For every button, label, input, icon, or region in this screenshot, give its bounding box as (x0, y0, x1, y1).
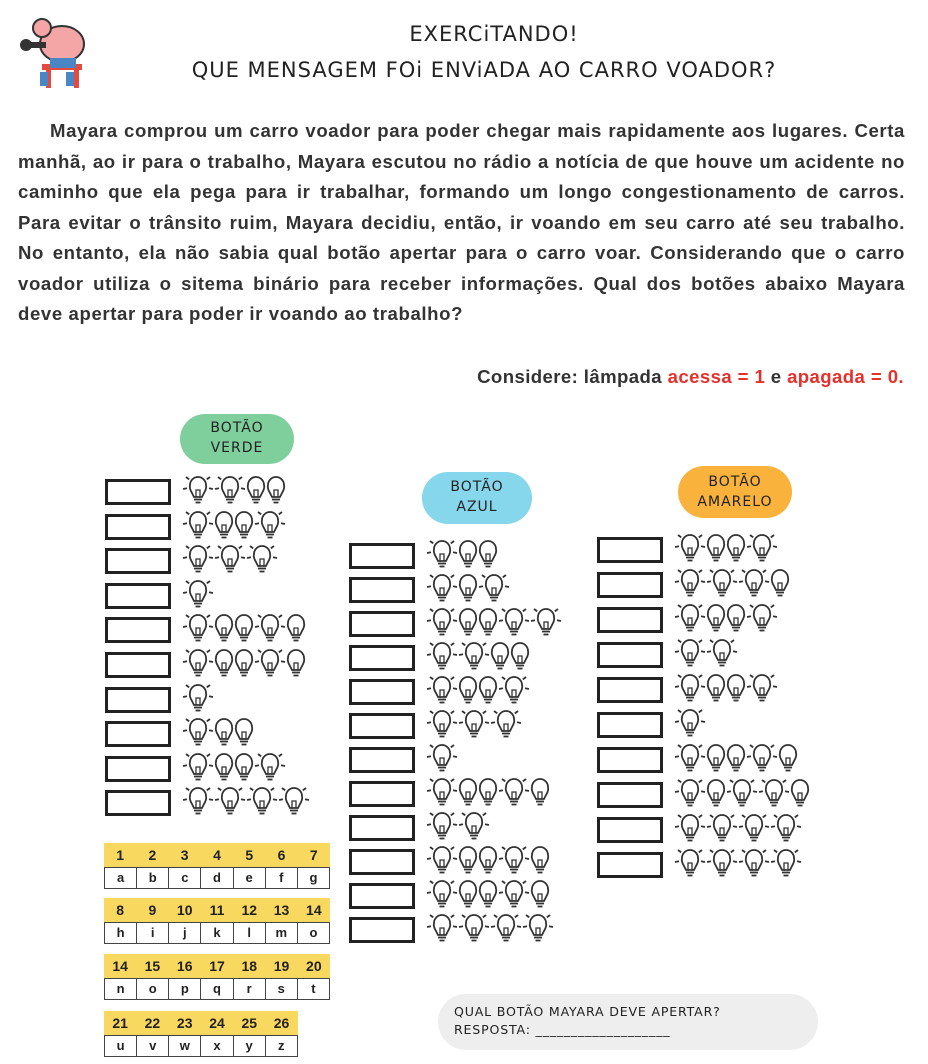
unlit-bulb-icon (214, 614, 234, 644)
lit-bulb-icon (426, 710, 458, 740)
lit-bulb-icon (522, 914, 554, 944)
verde-bulb-row (182, 476, 286, 506)
azul-bulb-row (426, 676, 530, 706)
verde-code-box[interactable] (105, 548, 171, 574)
lit-bulb-icon (770, 814, 802, 844)
unlit-bulb-icon (530, 846, 550, 876)
verde-code-box[interactable] (105, 790, 171, 816)
lit-bulb-icon (182, 476, 214, 506)
lit-bulb-icon (254, 511, 286, 541)
lit-bulb-icon (478, 574, 510, 604)
verde-code-box[interactable] (105, 652, 171, 678)
lit-bulb-icon (706, 849, 738, 879)
lit-bulb-icon (426, 812, 458, 842)
alphabet-letter: m (266, 922, 298, 944)
azul-bulb-row (426, 608, 562, 638)
lit-bulb-icon (490, 710, 522, 740)
unlit-bulb-icon (234, 614, 254, 644)
lit-bulb-icon (182, 545, 214, 575)
alphabet-number: 11 (201, 898, 233, 922)
azul-bulb-row (426, 812, 490, 842)
unlit-bulb-icon (530, 778, 550, 808)
lit-bulb-icon (426, 608, 458, 638)
unlit-bulb-icon (214, 718, 234, 748)
alphabet-number: 3 (169, 843, 201, 867)
lit-bulb-icon (214, 476, 246, 506)
amarelo-code-box[interactable] (597, 852, 663, 878)
unlit-bulb-icon (490, 642, 510, 672)
verde-bulb-row (182, 684, 214, 714)
lit-bulb-icon (182, 787, 214, 817)
amarelo-bulb-row (674, 779, 810, 809)
lit-bulb-icon (674, 534, 706, 564)
alphabet-number: 12 (233, 898, 265, 922)
amarelo-bulb-row (674, 814, 802, 844)
lit-bulb-icon (706, 814, 738, 844)
amarelo-code-box[interactable] (597, 607, 663, 633)
lit-bulb-icon (254, 753, 286, 783)
lit-bulb-icon (458, 642, 490, 672)
lit-bulb-icon (426, 540, 458, 570)
unlit-bulb-icon (234, 649, 254, 679)
lit-bulb-icon (706, 569, 738, 599)
unlit-bulb-icon (478, 846, 498, 876)
alphabet-number: 4 (201, 843, 233, 867)
alphabet-letter: n (104, 978, 137, 1000)
verde-bulb-row (182, 580, 214, 610)
azul-code-box[interactable] (349, 747, 415, 773)
unlit-bulb-icon (458, 778, 478, 808)
unlit-bulb-icon (234, 753, 254, 783)
lit-bulb-icon (490, 914, 522, 944)
alphabet-letter: f (266, 867, 298, 889)
unlit-bulb-icon (458, 846, 478, 876)
consider-note (477, 366, 904, 388)
lit-bulb-icon (726, 779, 758, 809)
unlit-bulb-icon (778, 744, 798, 774)
alphabet-number: 17 (201, 954, 233, 978)
amarelo-bulb-row (674, 744, 798, 774)
lit-bulb-icon (426, 778, 458, 808)
unlit-bulb-icon (458, 608, 478, 638)
alphabet-letter: c (169, 867, 201, 889)
alphabet-number: 25 (233, 1011, 265, 1035)
lit-bulb-icon (214, 545, 246, 575)
lit-bulb-icon (254, 649, 286, 679)
alphabet-letter: z (266, 1035, 298, 1057)
answer-response[interactable]: RESPOSTA: ___________________ (454, 1022, 671, 1037)
consider-on: acessa = 1 (667, 366, 766, 387)
alphabet-block (104, 1011, 298, 1057)
lit-bulb-icon (182, 684, 214, 714)
lit-bulb-icon (498, 880, 530, 910)
unlit-bulb-icon (706, 744, 726, 774)
lit-bulb-icon (182, 753, 214, 783)
yellow-button-line2: AMARELO (697, 494, 773, 510)
blue-button-line2: AZUL (456, 499, 498, 515)
lit-bulb-icon (674, 709, 706, 739)
answer-box[interactable] (438, 994, 818, 1050)
answer-question: QUAL BOTÃO MAYARA DEVE APERTAR? (454, 1004, 721, 1019)
alphabet-letter: q (201, 978, 233, 1000)
alphabet-number: 6 (265, 843, 297, 867)
lit-bulb-icon (182, 511, 214, 541)
lit-bulb-icon (458, 710, 490, 740)
lit-bulb-icon (498, 846, 530, 876)
amarelo-bulb-row (674, 709, 706, 739)
unlit-bulb-icon (458, 540, 478, 570)
verde-code-box[interactable] (105, 721, 171, 747)
alphabet-letter: t (298, 978, 330, 1000)
azul-code-box[interactable] (349, 679, 415, 705)
verde-code-box[interactable] (105, 514, 171, 540)
lit-bulb-icon (738, 814, 770, 844)
verde-bulb-row (182, 614, 306, 644)
alphabet-letter: y (234, 1035, 266, 1057)
unlit-bulb-icon (214, 753, 234, 783)
unlit-bulb-icon (530, 880, 550, 910)
azul-code-box[interactable] (349, 645, 415, 671)
alphabet-number: 22 (136, 1011, 168, 1035)
amarelo-code-box[interactable] (597, 817, 663, 843)
lit-bulb-icon (182, 718, 214, 748)
lit-bulb-icon (278, 787, 310, 817)
alphabet-number: 8 (104, 898, 136, 922)
problem-paragraph: Mayara comprou um carro voador para poder chegar mais rapidamente aos lugares. Certa manhã, ao ir para o trabalho, Mayara escutou no rádio a notícia de que houve um acidente no caminho que ela pega para ir trabalhar, formando um longo congestionamento de carros. Para evitar o trânsito ruim, Mayara decidiu, então, ir voando em seu carro até seu trabalho. No entanto, ela não sabia qual botão apertar para o carro voar. Considerando que o carro voador utiliza o sitema binário para receber informações. Qual dos botões abaixo Mayara deve apertar para poder ir voando ao trabalho? (18, 120, 905, 324)
unlit-bulb-icon (478, 540, 498, 570)
amarelo-code-box[interactable] (597, 677, 663, 703)
azul-bulb-row (426, 540, 498, 570)
unlit-bulb-icon (458, 676, 478, 706)
lit-bulb-icon (674, 639, 706, 669)
lit-bulb-icon (498, 778, 530, 808)
green-button-line2: VERDE (210, 440, 264, 456)
amarelo-bulb-row (674, 534, 778, 564)
amarelo-bulb-row (674, 604, 778, 634)
alphabet-number: 9 (136, 898, 168, 922)
lit-bulb-icon (426, 574, 458, 604)
amarelo-bulb-row (674, 639, 738, 669)
verde-code-box[interactable] (105, 756, 171, 782)
unlit-bulb-icon (478, 608, 498, 638)
lit-bulb-icon (498, 676, 530, 706)
unlit-bulb-icon (706, 604, 726, 634)
lit-bulb-icon (530, 608, 562, 638)
verde-bulb-row (182, 753, 286, 783)
amarelo-code-box[interactable] (597, 712, 663, 738)
alphabet-number: 14 (298, 898, 330, 922)
azul-bulb-row (426, 880, 550, 910)
lit-bulb-icon (746, 674, 778, 704)
alphabet-letter: d (201, 867, 233, 889)
lit-bulb-icon (674, 674, 706, 704)
lit-bulb-icon (182, 614, 214, 644)
lit-bulb-icon (182, 580, 214, 610)
alphabet-number: 23 (169, 1011, 201, 1035)
verde-code-box[interactable] (105, 687, 171, 713)
unlit-bulb-icon (286, 649, 306, 679)
lit-bulb-icon (426, 880, 458, 910)
alphabet-number: 24 (201, 1011, 233, 1035)
lit-bulb-icon (674, 604, 706, 634)
alphabet-letter: i (137, 922, 169, 944)
alphabet-letter: u (104, 1035, 137, 1057)
unlit-bulb-icon (726, 534, 746, 564)
alphabet-letter: o (137, 978, 169, 1000)
lit-bulb-icon (746, 534, 778, 564)
yellow-button-line1: BOTÃO (708, 474, 762, 490)
unlit-bulb-icon (726, 674, 746, 704)
azul-code-box[interactable] (349, 611, 415, 637)
alphabet-letter: v (137, 1035, 169, 1057)
problem-text (18, 116, 905, 330)
alphabet-number: 21 (104, 1011, 136, 1035)
unlit-bulb-icon (458, 574, 478, 604)
alphabet-number: 20 (298, 954, 330, 978)
lit-bulb-icon (770, 849, 802, 879)
alphabet-number: 13 (265, 898, 297, 922)
lit-bulb-icon (426, 744, 458, 774)
yellow-button-label[interactable] (678, 466, 792, 518)
lit-bulb-icon (738, 569, 770, 599)
lit-bulb-icon (674, 779, 706, 809)
unlit-bulb-icon (706, 534, 726, 564)
alphabet-number: 16 (169, 954, 201, 978)
alphabet-number: 26 (265, 1011, 297, 1035)
alphabet-number: 10 (169, 898, 201, 922)
amarelo-bulb-row (674, 569, 790, 599)
azul-code-box[interactable] (349, 543, 415, 569)
blue-button-line1: BOTÃO (450, 479, 504, 495)
lit-bulb-icon (246, 545, 278, 575)
lit-bulb-icon (674, 814, 706, 844)
alphabet-number: 18 (233, 954, 265, 978)
lit-bulb-icon (674, 569, 706, 599)
alphabet-letter: a (104, 867, 137, 889)
alphabet-number: 2 (136, 843, 168, 867)
unlit-bulb-icon (478, 778, 498, 808)
azul-code-box[interactable] (349, 815, 415, 841)
green-button-line1: BOTÃO (210, 420, 264, 436)
blue-button-label[interactable] (422, 472, 532, 524)
amarelo-code-box[interactable] (597, 642, 663, 668)
lit-bulb-icon (214, 787, 246, 817)
lit-bulb-icon (426, 914, 458, 944)
verde-bulb-row (182, 545, 278, 575)
lit-bulb-icon (746, 744, 778, 774)
azul-bulb-row (426, 846, 550, 876)
unlit-bulb-icon (478, 676, 498, 706)
alphabet-letter: w (169, 1035, 201, 1057)
verde-code-box[interactable] (105, 583, 171, 609)
amarelo-bulb-row (674, 674, 778, 704)
lit-bulb-icon (182, 649, 214, 679)
lit-bulb-icon (426, 846, 458, 876)
alphabet-number: 1 (104, 843, 136, 867)
lit-bulb-icon (246, 787, 278, 817)
alphabet-letter: p (169, 978, 201, 1000)
amarelo-code-box[interactable] (597, 572, 663, 598)
verde-code-box[interactable] (105, 479, 171, 505)
unlit-bulb-icon (266, 476, 286, 506)
unlit-bulb-icon (246, 476, 266, 506)
lit-bulb-icon (254, 614, 286, 644)
alphabet-letter: x (201, 1035, 233, 1057)
amarelo-bulb-row (674, 849, 802, 879)
verde-bulb-row (182, 718, 254, 748)
lit-bulb-icon (738, 849, 770, 879)
lit-bulb-icon (458, 812, 490, 842)
alphabet-letter: s (266, 978, 298, 1000)
azul-code-box[interactable] (349, 781, 415, 807)
unlit-bulb-icon (234, 511, 254, 541)
lit-bulb-icon (426, 642, 458, 672)
lit-bulb-icon (746, 604, 778, 634)
verde-bulb-row (182, 511, 286, 541)
alphabet-letter: h (104, 922, 137, 944)
alphabet-letter: l (234, 922, 266, 944)
consider-prefix: Considere: lâmpada (477, 366, 668, 387)
unlit-bulb-icon (706, 674, 726, 704)
unlit-bulb-icon (234, 718, 254, 748)
unlit-bulb-icon (478, 880, 498, 910)
unlit-bulb-icon (458, 880, 478, 910)
azul-code-box[interactable] (349, 849, 415, 875)
consider-off: apagada = 0. (787, 366, 904, 387)
azul-bulb-row (426, 914, 554, 944)
lit-bulb-icon (426, 676, 458, 706)
lit-bulb-icon (498, 608, 530, 638)
azul-bulb-row (426, 710, 522, 740)
green-button-label[interactable] (180, 414, 294, 464)
unlit-bulb-icon (790, 779, 810, 809)
verde-bulb-row (182, 649, 306, 679)
azul-code-box[interactable] (349, 713, 415, 739)
unlit-bulb-icon (214, 511, 234, 541)
unlit-bulb-icon (706, 779, 726, 809)
alphabet-letter: r (234, 978, 266, 1000)
azul-code-box[interactable] (349, 917, 415, 943)
unlit-bulb-icon (770, 569, 790, 599)
unlit-bulb-icon (214, 649, 234, 679)
consider-mid: e (765, 366, 788, 387)
alphabet-block (104, 898, 330, 944)
alphabet-number: 5 (233, 843, 265, 867)
verde-code-box[interactable] (105, 617, 171, 643)
alphabet-letter: e (234, 867, 266, 889)
unlit-bulb-icon (286, 614, 306, 644)
alphabet-letter: j (169, 922, 201, 944)
alphabet-number: 14 (104, 954, 136, 978)
alphabet-number: 19 (265, 954, 297, 978)
alphabet-number: 7 (298, 843, 330, 867)
lit-bulb-icon (674, 849, 706, 879)
azul-bulb-row (426, 744, 458, 774)
alphabet-letter: k (201, 922, 233, 944)
unlit-bulb-icon (726, 604, 746, 634)
azul-code-box[interactable] (349, 883, 415, 909)
lit-bulb-icon (674, 744, 706, 774)
page-subtitle: QUE MENSAGEM FOi ENViADA AO CARRO VOADOR? (191, 58, 777, 82)
azul-bulb-row (426, 642, 530, 672)
azul-bulb-row (426, 574, 510, 604)
azul-bulb-row (426, 778, 550, 808)
lit-bulb-icon (706, 639, 738, 669)
lit-bulb-icon (458, 914, 490, 944)
unlit-bulb-icon (510, 642, 530, 672)
azul-code-box[interactable] (349, 577, 415, 603)
amarelo-code-box[interactable] (597, 537, 663, 563)
alphabet-block (104, 843, 330, 889)
unlit-bulb-icon (726, 744, 746, 774)
verde-bulb-row (182, 787, 310, 817)
amarelo-code-box[interactable] (597, 747, 663, 773)
alphabet-letter: b (137, 867, 169, 889)
amarelo-code-box[interactable] (597, 782, 663, 808)
alphabet-letter: g (298, 867, 330, 889)
page-title: EXERCiTANDO! (409, 22, 579, 46)
alphabet-letter: o (298, 922, 330, 944)
lit-bulb-icon (758, 779, 790, 809)
alphabet-number: 15 (136, 954, 168, 978)
alphabet-block (104, 954, 330, 1000)
